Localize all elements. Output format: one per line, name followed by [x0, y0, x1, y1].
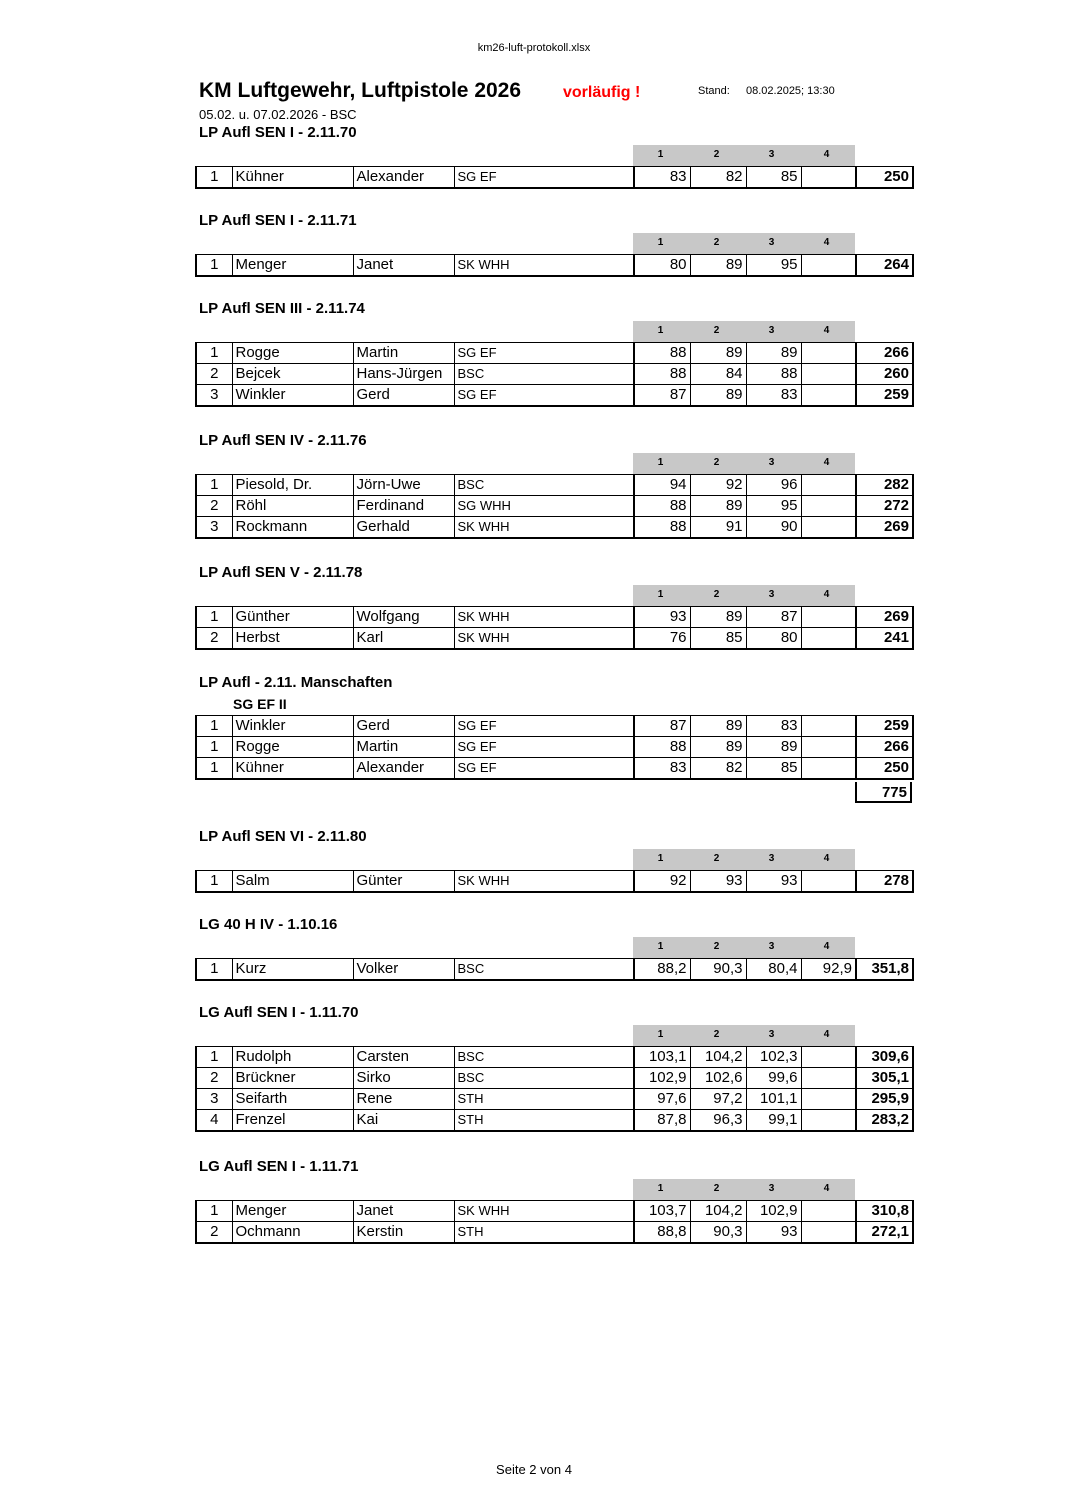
score-header — [633, 937, 855, 958]
score-header-label: 2 — [713, 237, 720, 248]
results-table — [195, 606, 914, 650]
score-header — [633, 145, 855, 166]
stand-label: Stand: — [698, 85, 730, 97]
section-title: LG 40 H IV - 1.10.16 — [199, 916, 338, 933]
total-cell: 266 — [856, 737, 913, 758]
last-name-cell: Herbst — [232, 628, 353, 650]
score-header-label: 3 — [768, 237, 775, 248]
score-header-label: 3 — [768, 1029, 775, 1040]
score-2-cell: 96,3 — [690, 1110, 746, 1132]
score-4-cell — [801, 496, 856, 517]
score-3-cell: 88 — [746, 364, 801, 385]
section-title: LP Aufl SEN III - 2.11.74 — [199, 300, 365, 317]
first-name-cell: Jörn-Uwe — [353, 475, 454, 496]
score-header-label: 2 — [713, 1029, 720, 1040]
total-cell: 282 — [856, 475, 913, 496]
total-cell: 241 — [856, 628, 913, 650]
score-4-cell — [801, 716, 856, 737]
first-name-cell: Martin — [353, 737, 454, 758]
score-4-cell — [801, 364, 856, 385]
table-row — [196, 385, 913, 407]
score-4-cell — [801, 1089, 856, 1110]
table-row — [196, 871, 913, 893]
club-cell: SG EF — [454, 716, 634, 737]
score-header-label: 3 — [768, 149, 775, 160]
rank-cell: 2 — [196, 1222, 232, 1244]
score-header-label: 1 — [657, 589, 664, 600]
last-name-cell: Rogge — [232, 343, 353, 364]
results-table — [195, 870, 914, 893]
first-name-cell: Gerhald — [353, 517, 454, 539]
score-1-cell: 88,8 — [634, 1222, 690, 1244]
score-4-cell — [801, 1222, 856, 1244]
first-name-cell: Gerd — [353, 385, 454, 407]
first-name-cell: Carsten — [353, 1047, 454, 1068]
club-cell: SK WHH — [454, 871, 634, 893]
score-2-cell: 104,2 — [690, 1047, 746, 1068]
score-header-label: 1 — [657, 1029, 664, 1040]
club-cell: SG EF — [454, 737, 634, 758]
score-2-cell: 104,2 — [690, 1201, 746, 1222]
score-4-cell: 92,9 — [801, 959, 856, 981]
rank-cell: 2 — [196, 1068, 232, 1089]
score-1-cell: 102,9 — [634, 1068, 690, 1089]
score-1-cell: 80 — [634, 255, 690, 277]
first-name-cell: Sirko — [353, 1068, 454, 1089]
score-header-label: 3 — [768, 1183, 775, 1194]
first-name-cell: Kerstin — [353, 1222, 454, 1244]
score-header-label: 3 — [768, 589, 775, 600]
score-3-cell: 99,1 — [746, 1110, 801, 1132]
score-header-label: 4 — [823, 589, 830, 600]
table-row — [196, 1201, 913, 1222]
score-header-label: 4 — [823, 941, 830, 952]
total-cell: 272 — [856, 496, 913, 517]
club-cell: BSC — [454, 1068, 634, 1089]
score-2-cell: 92 — [690, 475, 746, 496]
first-name-cell: Rene — [353, 1089, 454, 1110]
first-name-cell: Alexander — [353, 167, 454, 189]
score-header-label: 1 — [657, 457, 664, 468]
last-name-cell: Winkler — [232, 716, 353, 737]
score-2-cell: 82 — [690, 758, 746, 780]
last-name-cell: Seifarth — [232, 1089, 353, 1110]
score-header-label: 3 — [768, 325, 775, 336]
rank-cell: 1 — [196, 475, 232, 496]
score-2-cell: 93 — [690, 871, 746, 893]
score-3-cell: 90 — [746, 517, 801, 539]
rank-cell: 3 — [196, 385, 232, 407]
section-title: LP Aufl SEN IV - 2.11.76 — [199, 432, 367, 449]
first-name-cell: Wolfgang — [353, 607, 454, 628]
score-header-label: 1 — [657, 941, 664, 952]
score-3-cell: 85 — [746, 167, 801, 189]
score-3-cell: 102,3 — [746, 1047, 801, 1068]
results-table — [195, 715, 914, 780]
section-title: LP Aufl SEN VI - 2.11.80 — [199, 828, 367, 845]
club-cell: BSC — [454, 959, 634, 981]
score-header-label: 2 — [713, 853, 720, 864]
score-4-cell — [801, 607, 856, 628]
score-header-label: 4 — [823, 237, 830, 248]
score-1-cell: 103,7 — [634, 1201, 690, 1222]
table-row — [196, 475, 913, 496]
score-4-cell — [801, 628, 856, 650]
score-2-cell: 84 — [690, 364, 746, 385]
rank-cell: 1 — [196, 607, 232, 628]
score-header-label: 1 — [657, 237, 664, 248]
section-title: LG Aufl SEN I - 1.11.71 — [199, 1158, 359, 1175]
score-2-cell: 85 — [690, 628, 746, 650]
score-header-label: 2 — [713, 325, 720, 336]
score-header-label: 2 — [713, 1183, 720, 1194]
score-header-label: 4 — [823, 1029, 830, 1040]
last-name-cell: Salm — [232, 871, 353, 893]
last-name-cell: Günther — [232, 607, 353, 628]
last-name-cell: Röhl — [232, 496, 353, 517]
club-cell: SK WHH — [454, 607, 634, 628]
results-table — [195, 958, 914, 981]
table-row — [196, 255, 913, 277]
score-3-cell: 96 — [746, 475, 801, 496]
table-row — [196, 959, 913, 981]
table-row — [196, 716, 913, 737]
table-row — [196, 1222, 913, 1244]
score-header-label: 3 — [768, 853, 775, 864]
score-header — [633, 453, 855, 474]
score-header-label: 4 — [823, 149, 830, 160]
score-header-label: 1 — [657, 149, 664, 160]
score-header — [633, 849, 855, 870]
total-cell: 310,8 — [856, 1201, 913, 1222]
score-1-cell: 88 — [634, 496, 690, 517]
score-4-cell — [801, 255, 856, 277]
last-name-cell: Menger — [232, 1201, 353, 1222]
rank-cell: 1 — [196, 959, 232, 981]
rank-cell: 3 — [196, 1089, 232, 1110]
score-1-cell: 97,6 — [634, 1089, 690, 1110]
score-4-cell — [801, 871, 856, 893]
score-2-cell: 90,3 — [690, 959, 746, 981]
score-1-cell: 88 — [634, 517, 690, 539]
rank-cell: 2 — [196, 496, 232, 517]
rank-cell: 2 — [196, 364, 232, 385]
score-header — [633, 1025, 855, 1046]
first-name-cell: Ferdinand — [353, 496, 454, 517]
total-cell: 351,8 — [856, 959, 913, 981]
table-row — [196, 343, 913, 364]
first-name-cell: Volker — [353, 959, 454, 981]
table-row — [196, 517, 913, 539]
score-3-cell: 83 — [746, 716, 801, 737]
score-1-cell: 92 — [634, 871, 690, 893]
last-name-cell: Piesold, Dr. — [232, 475, 353, 496]
results-table — [195, 1200, 914, 1244]
score-header — [633, 1179, 855, 1200]
status-badge: vorläufig ! — [563, 84, 641, 101]
club-cell: SK WHH — [454, 255, 634, 277]
score-3-cell: 102,9 — [746, 1201, 801, 1222]
score-4-cell — [801, 517, 856, 539]
club-cell: SK WHH — [454, 517, 634, 539]
first-name-cell: Hans-Jürgen — [353, 364, 454, 385]
club-cell: SK WHH — [454, 628, 634, 650]
club-cell: BSC — [454, 475, 634, 496]
score-1-cell: 87 — [634, 716, 690, 737]
table-row — [196, 496, 913, 517]
score-2-cell: 89 — [690, 255, 746, 277]
club-cell: STH — [454, 1089, 634, 1110]
score-header — [633, 233, 855, 254]
section-title: LP Aufl SEN V - 2.11.78 — [199, 564, 363, 581]
score-1-cell: 103,1 — [634, 1047, 690, 1068]
club-cell: STH — [454, 1222, 634, 1244]
score-2-cell: 82 — [690, 167, 746, 189]
rank-cell: 1 — [196, 871, 232, 893]
score-2-cell: 90,3 — [690, 1222, 746, 1244]
score-4-cell — [801, 475, 856, 496]
total-cell: 250 — [856, 758, 913, 780]
score-3-cell: 99,6 — [746, 1068, 801, 1089]
score-1-cell: 83 — [634, 167, 690, 189]
score-2-cell: 89 — [690, 607, 746, 628]
score-3-cell: 85 — [746, 758, 801, 780]
rank-cell: 1 — [196, 343, 232, 364]
score-1-cell: 87,8 — [634, 1110, 690, 1132]
club-cell: SG EF — [454, 758, 634, 780]
last-name-cell: Brückner — [232, 1068, 353, 1089]
score-header-label: 2 — [713, 941, 720, 952]
rank-cell: 1 — [196, 758, 232, 780]
first-name-cell: Martin — [353, 343, 454, 364]
subtitle: 05.02. u. 07.02.2026 - BSC — [199, 107, 357, 122]
score-header — [633, 585, 855, 606]
rank-cell: 1 — [196, 716, 232, 737]
club-cell: SG WHH — [454, 496, 634, 517]
section-title: LG Aufl SEN I - 1.11.70 — [199, 1004, 359, 1021]
table-row — [196, 1110, 913, 1132]
first-name-cell: Gerd — [353, 716, 454, 737]
score-3-cell: 95 — [746, 496, 801, 517]
score-header-label: 4 — [823, 1183, 830, 1194]
table-row — [196, 758, 913, 780]
first-name-cell: Janet — [353, 1201, 454, 1222]
score-header-label: 3 — [768, 457, 775, 468]
total-cell: 269 — [856, 607, 913, 628]
score-1-cell: 83 — [634, 758, 690, 780]
results-table — [195, 474, 914, 539]
score-header-label: 1 — [657, 853, 664, 864]
score-header-label: 2 — [713, 149, 720, 160]
club-cell: BSC — [454, 364, 634, 385]
results-table — [195, 166, 914, 189]
score-1-cell: 88 — [634, 343, 690, 364]
first-name-cell: Kai — [353, 1110, 454, 1132]
team-total: 775 — [855, 782, 912, 803]
score-3-cell: 101,1 — [746, 1089, 801, 1110]
score-1-cell: 94 — [634, 475, 690, 496]
score-4-cell — [801, 737, 856, 758]
table-row — [196, 1047, 913, 1068]
score-2-cell: 89 — [690, 385, 746, 407]
results-table — [195, 254, 914, 277]
total-cell: 264 — [856, 255, 913, 277]
results-table — [195, 1046, 914, 1132]
rank-cell: 1 — [196, 1201, 232, 1222]
total-cell: 278 — [856, 871, 913, 893]
club-cell: SG EF — [454, 167, 634, 189]
last-name-cell: Kühner — [232, 167, 353, 189]
score-4-cell — [801, 1201, 856, 1222]
club-cell: SG EF — [454, 385, 634, 407]
first-name-cell: Karl — [353, 628, 454, 650]
results-table — [195, 342, 914, 407]
score-4-cell — [801, 1110, 856, 1132]
score-1-cell: 88 — [634, 737, 690, 758]
score-3-cell: 95 — [746, 255, 801, 277]
rank-cell: 1 — [196, 737, 232, 758]
table-row — [196, 628, 913, 650]
rank-cell: 2 — [196, 628, 232, 650]
rank-cell: 1 — [196, 1047, 232, 1068]
club-cell: BSC — [454, 1047, 634, 1068]
last-name-cell: Menger — [232, 255, 353, 277]
score-1-cell: 93 — [634, 607, 690, 628]
score-2-cell: 89 — [690, 716, 746, 737]
score-header — [633, 321, 855, 342]
score-3-cell: 89 — [746, 343, 801, 364]
score-3-cell: 83 — [746, 385, 801, 407]
first-name-cell: Alexander — [353, 758, 454, 780]
table-row — [196, 167, 913, 189]
score-2-cell: 89 — [690, 343, 746, 364]
total-cell: 259 — [856, 385, 913, 407]
total-cell: 305,1 — [856, 1068, 913, 1089]
total-cell: 295,9 — [856, 1089, 913, 1110]
score-1-cell: 88,2 — [634, 959, 690, 981]
last-name-cell: Kühner — [232, 758, 353, 780]
score-3-cell: 80 — [746, 628, 801, 650]
score-header-label: 1 — [657, 1183, 664, 1194]
table-row — [196, 737, 913, 758]
last-name-cell: Kurz — [232, 959, 353, 981]
score-2-cell: 97,2 — [690, 1089, 746, 1110]
table-row — [196, 1089, 913, 1110]
stand-value: 08.02.2025; 13:30 — [746, 85, 835, 97]
rank-cell: 3 — [196, 517, 232, 539]
score-3-cell: 93 — [746, 871, 801, 893]
club-cell: SK WHH — [454, 1201, 634, 1222]
score-2-cell: 89 — [690, 737, 746, 758]
table-row — [196, 1068, 913, 1089]
total-cell: 309,6 — [856, 1047, 913, 1068]
rank-cell: 4 — [196, 1110, 232, 1132]
club-cell: STH — [454, 1110, 634, 1132]
section-title: LP Aufl SEN I - 2.11.71 — [199, 212, 357, 229]
rank-cell: 1 — [196, 167, 232, 189]
total-cell: 250 — [856, 167, 913, 189]
total-cell: 269 — [856, 517, 913, 539]
page-title: KM Luftgewehr, Luftpistole 2026 — [199, 79, 522, 102]
score-2-cell: 102,6 — [690, 1068, 746, 1089]
score-3-cell: 93 — [746, 1222, 801, 1244]
score-4-cell — [801, 385, 856, 407]
total-cell: 260 — [856, 364, 913, 385]
score-4-cell — [801, 167, 856, 189]
last-name-cell: Frenzel — [232, 1110, 353, 1132]
score-1-cell: 76 — [634, 628, 690, 650]
section-title: LP Aufl - 2.11. Manschaften — [199, 674, 393, 691]
score-header-label: 2 — [713, 457, 720, 468]
score-header-label: 2 — [713, 589, 720, 600]
last-name-cell: Rogge — [232, 737, 353, 758]
total-cell: 266 — [856, 343, 913, 364]
score-1-cell: 87 — [634, 385, 690, 407]
page-footer: Seite 2 von 4 — [496, 1462, 572, 1477]
team-name: SG EF II — [233, 696, 287, 712]
table-row — [196, 607, 913, 628]
score-header-label: 4 — [823, 853, 830, 864]
section-title: LP Aufl SEN I - 2.11.70 — [199, 124, 357, 141]
file-name: km26-luft-protokoll.xlsx — [477, 42, 591, 54]
table-row — [196, 364, 913, 385]
first-name-cell: Günter — [353, 871, 454, 893]
rank-cell: 1 — [196, 255, 232, 277]
score-2-cell: 91 — [690, 517, 746, 539]
score-header-label: 4 — [823, 457, 830, 468]
score-header-label: 1 — [657, 325, 664, 336]
total-cell: 272,1 — [856, 1222, 913, 1244]
last-name-cell: Bejcek — [232, 364, 353, 385]
club-cell: SG EF — [454, 343, 634, 364]
score-3-cell: 80,4 — [746, 959, 801, 981]
score-4-cell — [801, 758, 856, 780]
score-1-cell: 88 — [634, 364, 690, 385]
last-name-cell: Ochmann — [232, 1222, 353, 1244]
first-name-cell: Janet — [353, 255, 454, 277]
last-name-cell: Winkler — [232, 385, 353, 407]
total-cell: 259 — [856, 716, 913, 737]
score-4-cell — [801, 1047, 856, 1068]
score-2-cell: 89 — [690, 496, 746, 517]
score-header-label: 3 — [768, 941, 775, 952]
last-name-cell: Rockmann — [232, 517, 353, 539]
score-header-label: 4 — [823, 325, 830, 336]
score-4-cell — [801, 1068, 856, 1089]
score-3-cell: 87 — [746, 607, 801, 628]
total-cell: 283,2 — [856, 1110, 913, 1132]
last-name-cell: Rudolph — [232, 1047, 353, 1068]
score-4-cell — [801, 343, 856, 364]
score-3-cell: 89 — [746, 737, 801, 758]
